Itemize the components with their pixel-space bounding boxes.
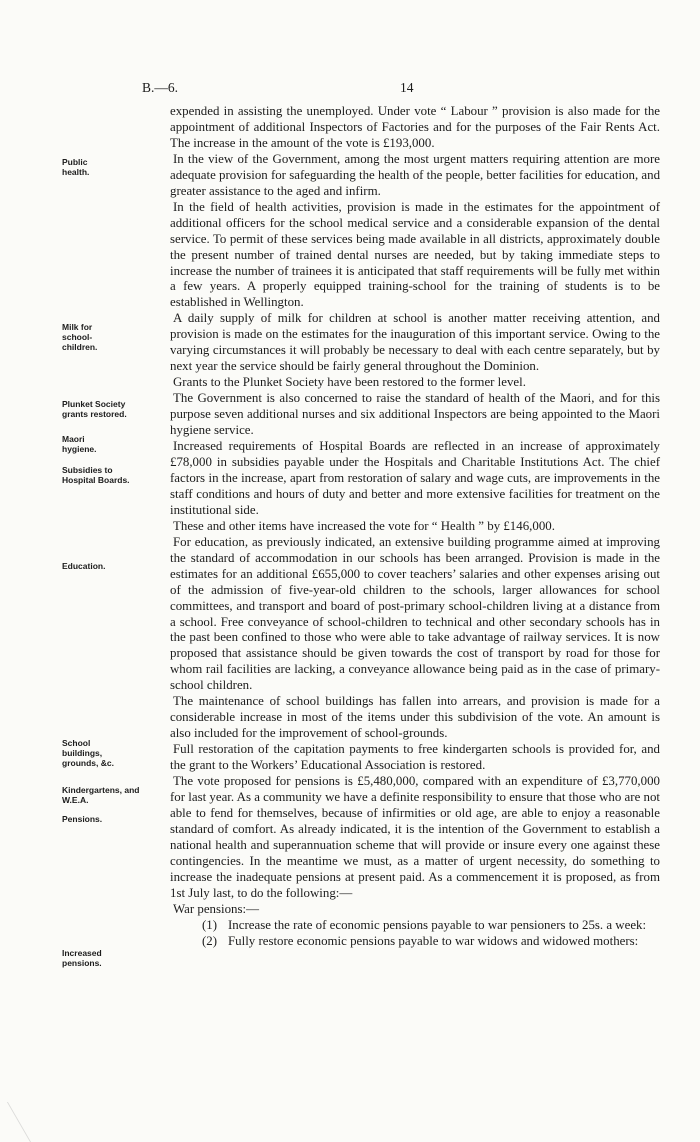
paragraph: The vote proposed for pensions is £5,480,000, compared with an expenditure of £3,770,000 for last year. As a community we have a definite responsibility to ensure that those who are not able to fend for themselves, because of infirmities or old age, are able to enjoy a reasonable standard of comfort. As already indicated, it is the intention of the Government to establish a national health and superannuation scheme that will provide or insure every one against these contingencies. In the meantime we must, as a matter of urgent necessity, do something to increase the inadequate pensions at present paid. As a commencement it is proposed, as from 1st July last, to do the following:—: [170, 774, 660, 900]
paragraph: These and other items have increased the vote for “ Health ” by £146,000.: [173, 518, 555, 533]
paragraph: expended in assisting the unemployed. Under vote “ Labour ” provision is also made for the appointment of additional Inspectors of Factories and for the purposes of the Fair Rents Act. The increase in the amount of the vote is £193,000.: [170, 104, 660, 150]
paragraph: Increased requirements of Hospital Boards are reflected in an increase of approximately £78,000 in subsidies payable under the Hospitals and Charitable Institutions Act. The chief factors in the increase, apart from restoration of salary and wage cuts, are improvements in the staff conditions and hours of duty and better and more extensive facilities for treatment on the institutional side.: [170, 439, 660, 517]
paragraph: The Government is also concerned to raise the standard of health of the Maori, and for this purpose seven additional nurses and six additional Inspectors are being appointed to the Maori hygiene service.: [170, 391, 660, 438]
margin-note-milk: Milk for school-children.: [62, 322, 98, 352]
margin-note-kindergartens: Kindergartens, and W.E.A.: [62, 785, 140, 805]
margin-note-public-health: Public health.: [62, 157, 90, 177]
paragraph: War pensions:—: [173, 901, 259, 916]
margin-note-increased-pensions: Increased pensions.: [62, 948, 102, 968]
body-text: [170, 104, 660, 950]
paragraph: For education, as previously indicated, an extensive building programme aimed at improving the standard of accommodation in our schools has been arranged. Provision is made in the estimates for an additional £655,000 to cover teachers’ salaries and other expenses arising out of the admission of five-year-old children to the schools, larger allowances for school committees, and transport and board of post-primary school-children living at a distance from a school. Free conveyance of school-children to technical and other secondary schools has in the past been confined to those who were able to take advantage of railway services. It is now proposed that assistance should be given towards the cost of transport by road for those for whom rail facilities are lacking, a conveyance allowance being paid as in the case of primary-school children.: [170, 534, 660, 693]
margin-note-education: Education.: [62, 561, 106, 571]
header-ref: B.—6.: [142, 80, 179, 95]
margin-note-maori: Maori hygiene.: [62, 434, 97, 454]
list-item-text: Fully restore economic pensions payable to war widows and widowed mothers:: [228, 933, 639, 948]
margin-note-pensions: Pensions.: [62, 814, 103, 824]
list-item-number: (2): [202, 933, 218, 948]
list-item-number: (1): [202, 917, 218, 932]
page-number: 14: [400, 80, 414, 95]
list-item: [170, 918, 660, 934]
paragraph: The maintenance of school buildings has fallen into arrears, and provision is made for a considerable increase in most of the items under this subdivision of the vote. An amount is also included for the improvement of school-grounds.: [170, 694, 660, 741]
paragraph: Grants to the Plunket Society have been restored to the former level.: [173, 375, 526, 390]
margin-note-plunket: Plunket Society grants restored.: [62, 399, 127, 419]
paragraph: A daily supply of milk for children at school is another matter receiving attention, and provision is made on the estimates for the inauguration of this important service. Owing to the varying circumstances it will probably be necessary to deal with each centre separately, but by next year the service should be fairly general throughout the Dominion.: [170, 311, 660, 374]
page-edge-mark: [0, 1102, 31, 1142]
list-item-text: Increase the rate of economic pensions payable to war pensioners to 25s. a week:: [228, 917, 647, 932]
list-item: [170, 934, 660, 950]
pension-list: [170, 918, 660, 950]
paragraph: Full restoration of the capitation payments to free kindergarten schools is provided for, and the grant to the Workers’ Educational Association is restored.: [170, 742, 660, 773]
margin-note-school-buildings: School buildings, grounds, &c.: [62, 738, 114, 768]
paragraph: In the view of the Government, among the most urgent matters requiring attention are more adequate provision for safeguarding the health of the people, better facilities for education, and greater assistance to the aged and infirm.: [170, 151, 661, 198]
paragraph: In the field of health activities, provision is made in the estimates for the appointment of additional officers for the school medical service and a considerable expansion of the dental service. To permit of these services being made available in all districts, approximately double the present number of trained dental nurses are needed, but by taking immediate steps to increase the number of trainees it is anticipated that staff requirements will be fully met within a few years. A properly equipped training-school for the training of students is to be established in Wellington.: [170, 199, 660, 310]
margin-note-subsidies: Subsidies to Hospital Boards.: [62, 465, 130, 485]
